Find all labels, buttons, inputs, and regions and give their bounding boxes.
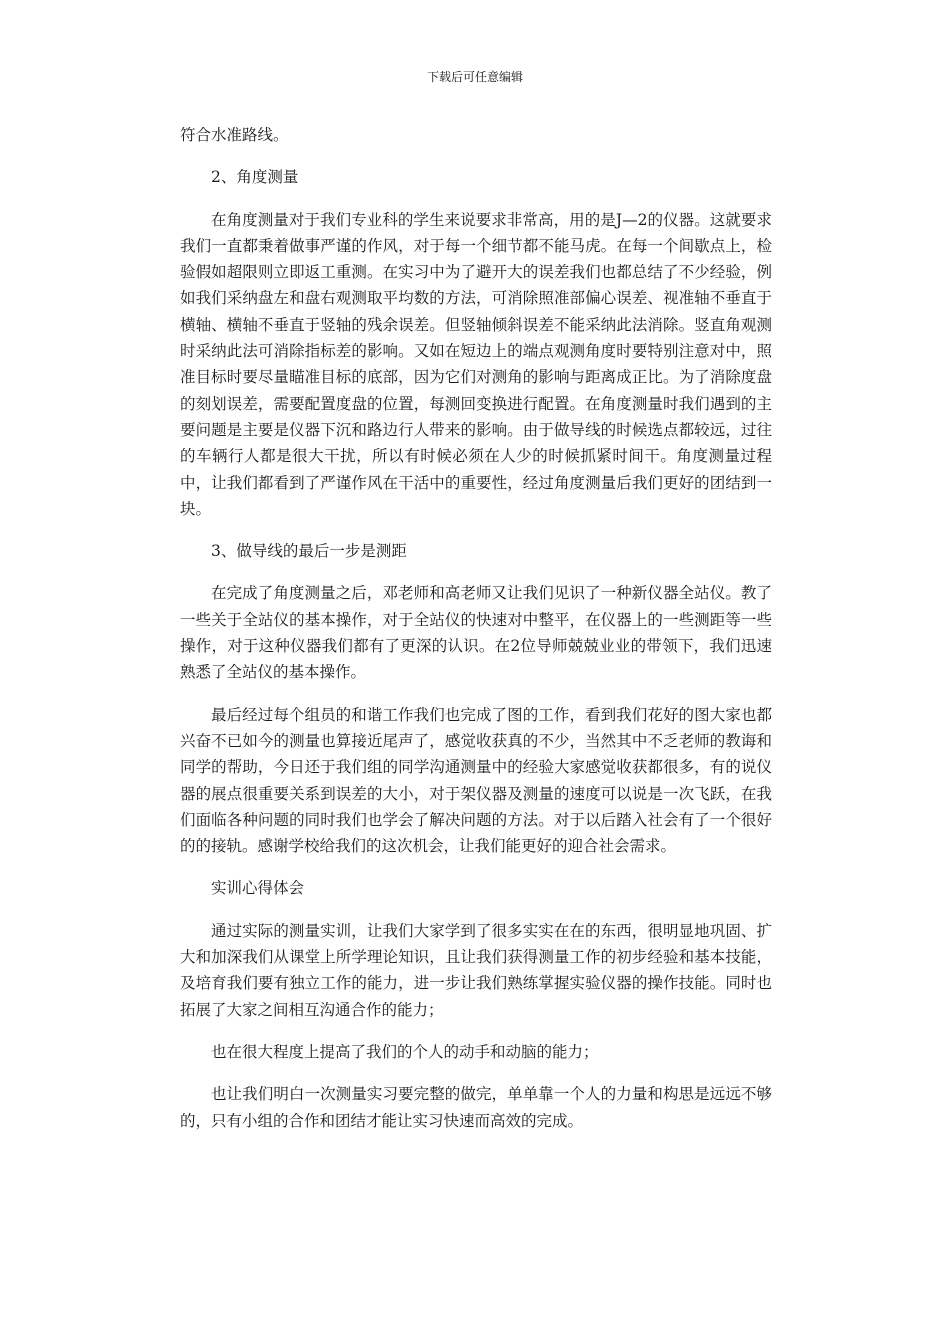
paragraph-reflection-1: 通过实际的测量实训，让我们大家学到了很多实实在在的东西，很明显地巩固、扩大和加深我们从课堂上所学理论知识，且让我们获得测量工作的初步经验和基本技能，及培育我们要有独立工作的能力，进一步让我们熟练掌握实验仪器的操作技能。同时也拓展了大家之间相互沟通合作的能力； [180, 921, 772, 1019]
paragraph-angle: 在角度测量对于我们专业科的学生来说要求非常高，用的是J—2的仪器。这就要求我们一直都秉着做事严谨的作风，对于每一个细节都不能马虎。在每一个间歇点上，检验假如超限则立即返工重测。在实习中为了避开大的误差我们也都总结了不少经验，例如我们采纳盘左和盘右观测取平均数的方法，可消除照准部偏心误差、视准轴不垂直于横轴、横轴不垂直于竖轴的残余误差。但竖轴倾斜误差不能采纳此法消除。竖直角观测时采纳此法可消除指标差的影响。又如在短边上的端点观测角度时要特别注意对中，照准目标时要尽量瞄准目标的底部，因为它们对测角的影响与距离成正比。为了消除度盘的刻划误差，需要配置度盘的位置，每测回变换进行配置。在角度测量时我们遇到的主要问题是主要是仪器下沉和路边行人带来的影响。由于做导线的时候选点都较远，过往的车辆行人都是很大干扰，所以有时候必须在人少的时候抓紧时间干。角度测量过程中，让我们都看到了严谨作风在干活中的重要性，经过角度测量后我们更好的团结到一块。 [180, 210, 772, 518]
paragraph-summary: 最后经过每个组员的和谐工作我们也完成了图的工作，看到我们花好的图大家也都兴奋不已如今的测量也算接近尾声了，感觉收获真的不少，当然其中不乏老师的教诲和同学的帮助，今日还于我们组的同学沟通测量中的经验大家感觉收获都很多，有的说仪器的展点很重要关系到误差的大小，对于架仪器及测量的速度可以说是一次飞跃，在我们面临各种问题的同时我们也学会了解决问题的方法。对于以后踏入社会有了一个很好的的接轨。感谢学校给我们的这次机会，让我们能更好的迎合社会需求。 [180, 705, 772, 856]
paragraph-reflection-2: 也在很大程度上提高了我们的个人的动手和动脑的能力； [211, 1042, 599, 1061]
page-header: 下载后可任意编辑 [426, 70, 523, 84]
paragraph-reflection-3: 也让我们明白一次测量实习要完整的做完，单单靠一个人的力量和构思是远远不够的，只有小组的合作和团结才能让实习快速而高效的完成。 [180, 1085, 772, 1130]
document-body [180, 122, 772, 1134]
paragraph-intro: 符合水准路线。 [180, 126, 289, 144]
paragraph-total-station: 在完成了角度测量之后，邓老师和高老师又让我们见识了一种新仪器全站仪。教了一些关于全站仪的基本操作，对于全站仪的快速对中整平，在仪器上的一些测距等一些操作，对于这种仪器我们都有了更深的认识。在2位导师兢兢业业的带领下，我们迅速熟悉了全站仪的基本操作。 [180, 584, 772, 682]
section-heading-angle: 2、角度测量 [211, 168, 299, 187]
section-heading-reflection: 实训心得体会 [211, 879, 305, 898]
section-heading-distance: 3、做导线的最后一步是测距 [211, 542, 407, 561]
